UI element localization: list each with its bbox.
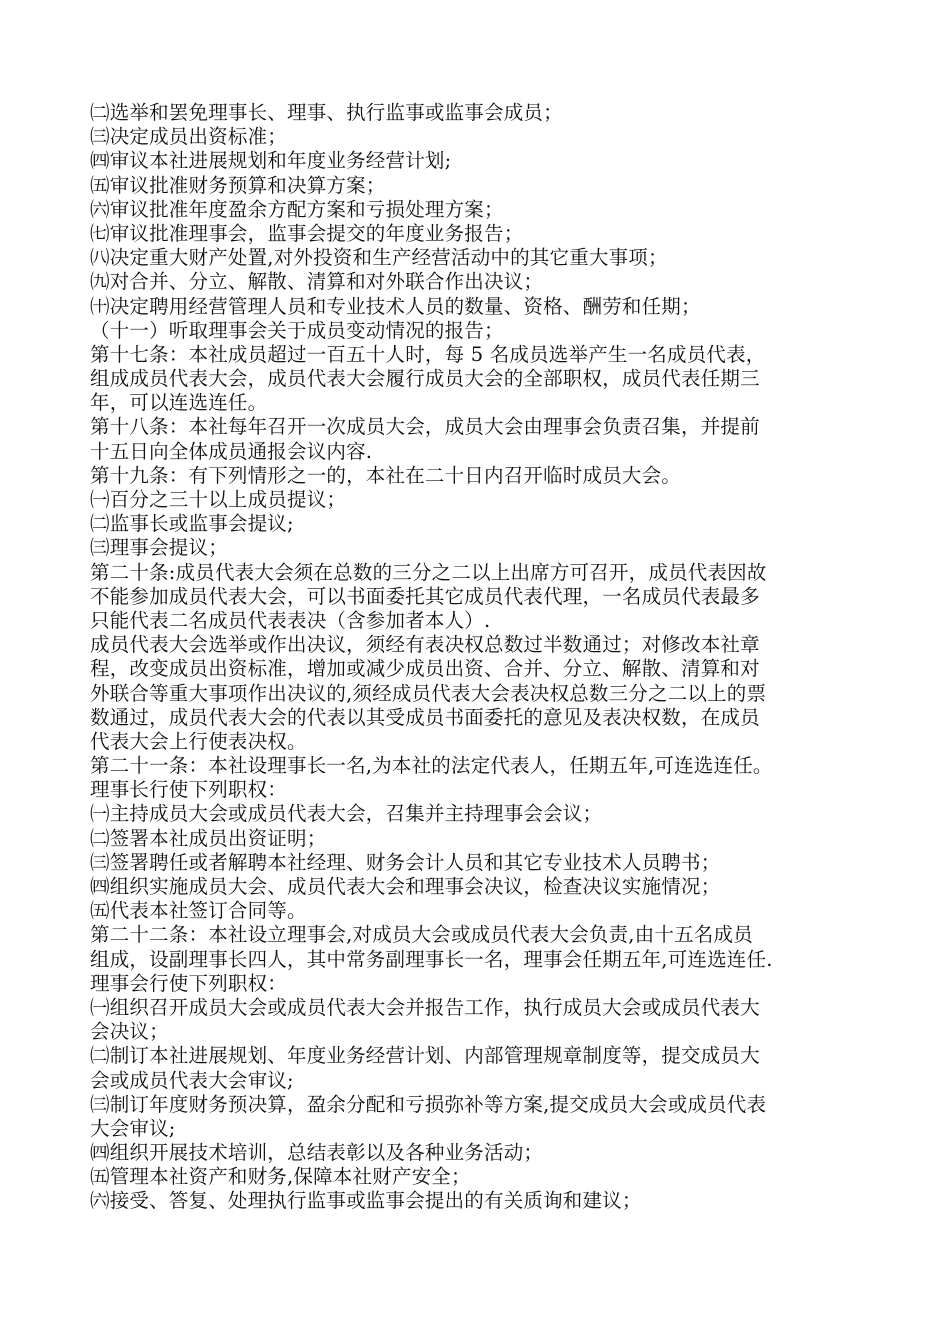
text-line: ㈠主持成员大会或成员代表大会，召集并主持理事会会议； — [90, 802, 603, 826]
text-line: ㈤管理本社资产和财务,保障本社财产安全； — [90, 1165, 471, 1189]
text-line: ㈩决定聘用经营管理人员和专业技术人员的数量、资格、酬劳和任期； — [90, 294, 701, 318]
text-line: （十一）听取理事会关于成员变动情况的报告； — [90, 318, 504, 342]
text-line: 外联合等重大事项作出决议的,须经成员代表大会表决权总数三分之二以上的票 — [90, 681, 767, 705]
article-22-line: 第二十二条：本社设立理事会,对成员大会或成员代表大会负责,由十五名成员 — [90, 923, 753, 947]
text-line: ㈢签署聘任或者解聘本社经理、财务会计人员和其它专业技术人员聘书； — [90, 850, 721, 874]
text-line: ㈠组织召开成员大会或成员代表大会并报告工作，执行成员大会或成员代表大 — [90, 995, 760, 1019]
text-line: ㈣组织开展技术培训，总结表彰以及各种业务活动； — [90, 1141, 544, 1165]
text-line: 大会审议; — [90, 1116, 176, 1140]
text-line: ㈦审议批准理事会，监事会提交的年度业务报告； — [90, 221, 524, 245]
text-line: ㈠百分之三十以上成员提议； — [90, 488, 347, 511]
text-line: 不能参加成员代表大会，可以书面委托其它成员代表代理，一名成员代表最多 — [90, 584, 760, 608]
text-line: 只能代表二名成员代表表决（含参加者本人）. — [90, 608, 491, 632]
text-line: 年，可以连选连任。 — [90, 391, 268, 415]
text-line: ㈢决定成员出资标准； — [90, 125, 288, 149]
article-18-line: 第十八条：本社每年召开一次成员大会，成员大会由理事会负责召集，并提前 — [90, 415, 760, 439]
text-line: 代表大会上行使表决权。 — [90, 729, 307, 753]
article-21-line: 第二十一条：本社设理事长一名,为本社的法定代表人，任期五年,可连选连任。 — [90, 754, 773, 778]
text-line: ㈢理事会提议； — [90, 536, 228, 560]
text-line: 会或成员代表大会审议; — [90, 1068, 294, 1092]
text-line: ㈥审议批准年度盈余方配方案和亏损处理方案； — [90, 197, 504, 221]
text-line: ㈡制订本社进展规划、年度业务经营计划、内部管理规章制度等，提交成员大 — [90, 1044, 760, 1068]
text-line: ㈡监事长或监事会提议; — [90, 512, 294, 536]
text-line: ㈤代表本社签订合同等。 — [90, 899, 307, 923]
text-line: ㈡选举和罢免理事长、理事、执行监事或监事会成员； — [90, 101, 563, 124]
text-line: 成员代表大会选举或作出决议，须经有表决权总数过半数通过；对修改本社章 — [90, 633, 760, 657]
text-line: 理事长行使下列职权： — [90, 778, 288, 802]
text-line: ㈢制订年度财务预决算，盈余分配和亏损弥补等方案,提交成员大会或成员代表 — [90, 1092, 767, 1116]
article-17-line: 第十七条：本社成员超过一百五十人时，每 5 名成员选举产生一名成员代表， — [90, 342, 766, 366]
text-line: 数通过，成员代表大会的代表以其受成员书面委托的意见及表决权数，在成员 — [90, 705, 760, 729]
text-line: 程，改变成员出资标准，增加或减少成员出资、合并、分立、解散、清算和对 — [90, 657, 760, 681]
text-line: ㈨对合并、分立、解散、清算和对外联合作出决议； — [90, 270, 544, 294]
text-line: 组成，设副理事长四人，其中常务副理事长一名，理事会任期五年,可连选连任. — [90, 947, 773, 971]
article-20-line: 第二十条:成员代表大会须在总数的三分之二以上出席方可召开，成员代表因故 — [90, 560, 767, 584]
text-line: ㈥接受、答复、处理执行监事或监事会提出的有关质询和建议； — [90, 1189, 642, 1213]
text-line: 组成成员代表大会，成员代表大会履行成员大会的全部职权，成员代表任期三 — [90, 367, 760, 391]
text-line: ㈡签署本社成员出资证明； — [90, 826, 327, 850]
text-line: 十五日向全体成员通报会议内容. — [90, 439, 373, 463]
text-line: ㈣组织实施成员大会、成员代表大会和理事会决议，检查决议实施情况； — [90, 875, 721, 898]
text-line: 会决议； — [90, 1020, 169, 1044]
text-line: ㈤审议批准财务预算和决算方案； — [90, 173, 386, 197]
article-19-line: 第十九条：有下列情形之一的，本社在二十日内召开临时成员大会。 — [90, 463, 682, 487]
text-line: ㈣审议本社进展规划和年度业务经营计划; — [90, 149, 452, 173]
document-page — [90, 101, 860, 1214]
text-line: ㈧决定重大财产处置,对外投资和生产经营活动中的其它重大事项； — [90, 246, 668, 270]
text-line: 理事会行使下列职权： — [90, 971, 288, 995]
